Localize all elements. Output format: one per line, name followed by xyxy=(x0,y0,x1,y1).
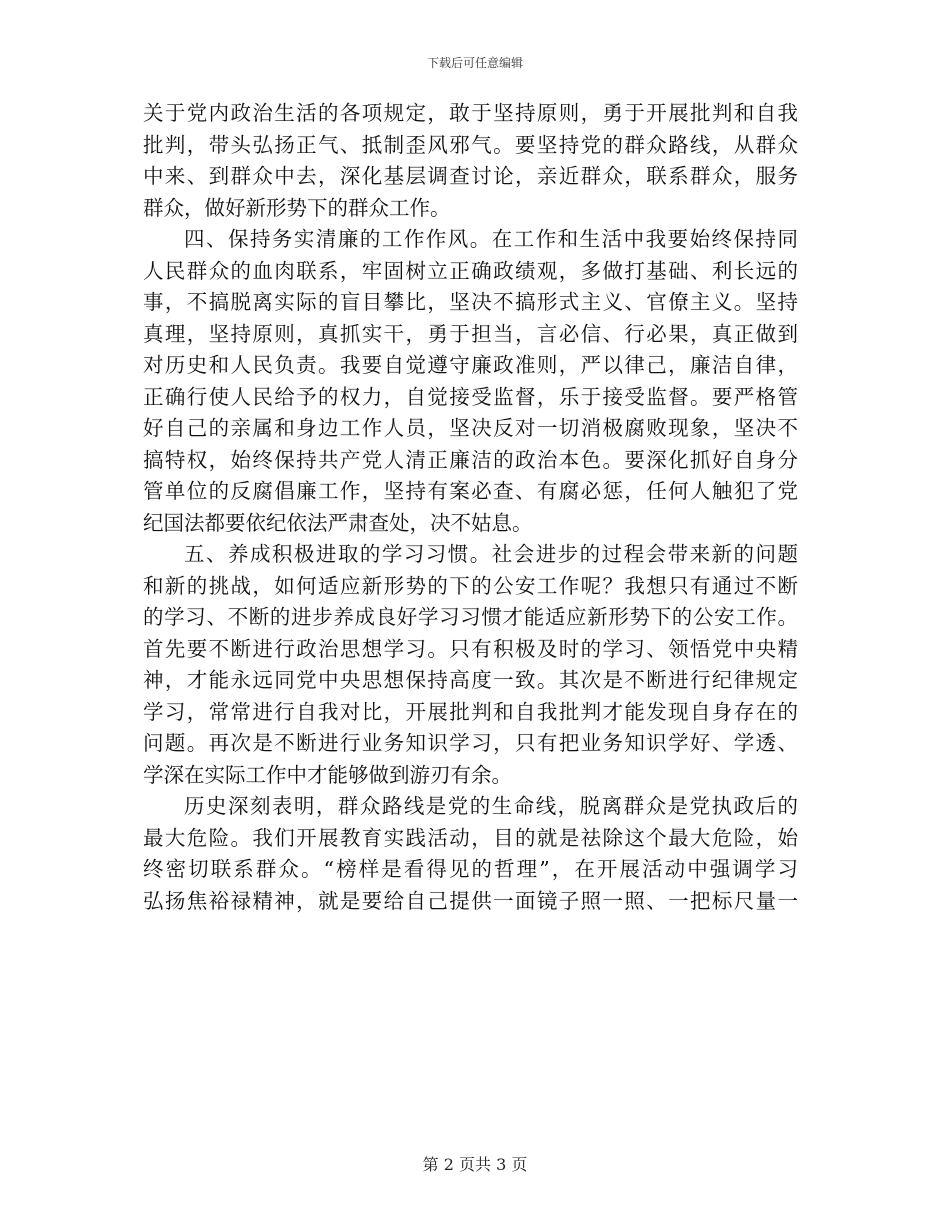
text-line: 关于党内政治生活的各项规定，敢于坚持原则，勇于开展批判和自我 xyxy=(143,101,798,125)
text-line: 纪国法都要依纪依法严肃查处，决不姑息。 xyxy=(143,510,533,535)
text-line: 对历史和人民负责。我要自觉遵守廉政准则，严以律己，廉洁自律， xyxy=(143,353,798,377)
page-footer: 第 2 页共 3 页 xyxy=(422,1155,528,1174)
text-line: 神，才能永远同党中央思想保持高度一致。其次是不断进行纪律规定 xyxy=(143,668,798,692)
text-line: 首先要不断进行政治思想学习。只有积极及时的学习、领悟党中央精 xyxy=(143,636,798,661)
text-line: 中来、到群众中去，深化基层调查讨论，亲近群众，联系群众，服务 xyxy=(143,164,798,188)
document-body xyxy=(143,98,798,917)
text-line: 和新的挑战，如何适应新形势的下的公安工作呢？我想只有通过不断 xyxy=(143,573,798,598)
text-line: 事，不搞脱离实际的盲目攀比，坚决不搞形式主义、官僚主义。坚持 xyxy=(143,290,798,314)
text-line: 真理，坚持原则，真抓实干，勇于担当，言必信、行必果，真正做到 xyxy=(143,321,798,346)
text-line: 人民群众的血肉联系，牢固树立正确政绩观，多做打基础、利长远的 xyxy=(143,258,798,283)
page-header: 下载后可任意编辑 xyxy=(426,56,523,70)
text-line: 四、保持务实清廉的工作作风。在工作和生活中我要始终保持同 xyxy=(184,227,798,251)
text-line: 历史深刻表明，群众路线是党的生命线，脱离群众是党执政后的 xyxy=(184,794,798,818)
text-line: 批判，带头弘扬正气、抵制歪风邪气。要坚持党的群众路线，从群众 xyxy=(143,132,798,157)
text-line: 的学习、不断的进步养成良好学习习惯才能适应新形势下的公安工作。 xyxy=(143,605,798,629)
text-line: 正确行使人民给予的权力，自觉接受监督，乐于接受监督。要严格管 xyxy=(143,384,798,409)
text-line: 好自己的亲属和身边工作人员，坚决反对一切消极腐败现象，坚决不 xyxy=(143,416,798,440)
text-line: 终密切联系群众。“榜样是看得见的哲理”，在开展活动中强调学习 xyxy=(143,857,798,881)
text-line: 管单位的反腐倡廉工作，坚持有案必查、有腐必惩，任何人触犯了党 xyxy=(143,479,798,503)
text-line: 搞特权，始终保持共产党人清正廉洁的政治本色。要深化抓好自身分 xyxy=(143,447,798,472)
text-line: 学习，常常进行自我对比，开展批判和自我批判才能发现自身存在的 xyxy=(143,699,798,724)
text-line: 五、养成积极进取的学习习惯。社会进步的过程会带来新的问题 xyxy=(184,542,798,566)
text-line: 群众，做好新形势下的群众工作。 xyxy=(143,195,451,220)
text-line: 问题。再次是不断进行业务知识学习，只有把业务知识学好、学透、 xyxy=(143,731,798,755)
text-line: 学深在实际工作中才能够做到游刃有余。 xyxy=(143,762,512,787)
text-line: 弘扬焦裕禄精神，就是要给自己提供一面镜子照一照、一把标尺量一 xyxy=(143,888,798,913)
text-line: 最大危险。我们开展教育实践活动，目的就是祛除这个最大危险，始 xyxy=(143,825,798,850)
